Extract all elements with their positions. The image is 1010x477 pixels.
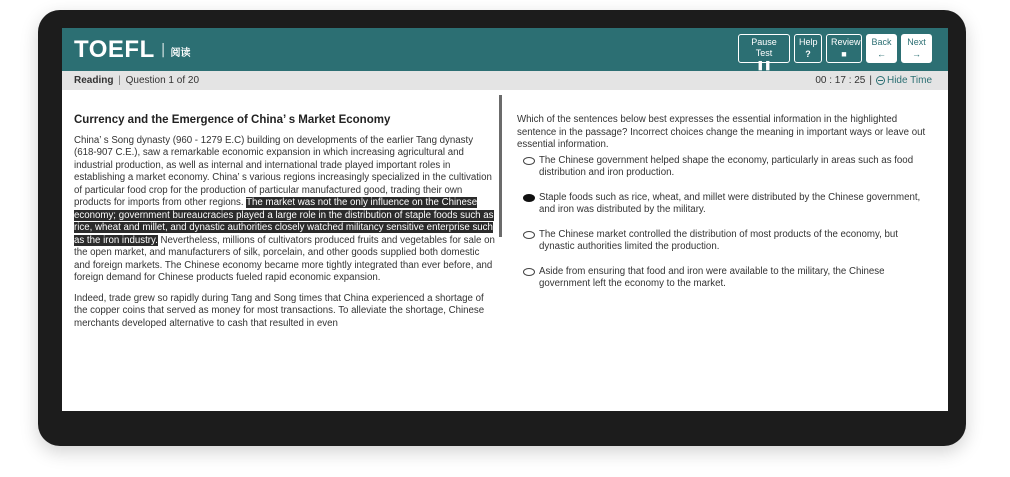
hide-time-icon [876, 76, 885, 85]
help-button[interactable] [794, 34, 822, 63]
radio-button[interactable] [523, 194, 535, 202]
radio-button[interactable] [523, 231, 535, 239]
radio-button[interactable] [523, 268, 535, 276]
answer-option-text: Aside from ensuring that food and iron were available to the military, the Chinese government left the economy to the market. [539, 265, 885, 289]
arrow-left-icon: ← [877, 49, 886, 59]
pause-icon: ❚❚ [756, 60, 772, 70]
info-separator: | [118, 75, 121, 86]
answer-option-4[interactable] [517, 266, 933, 291]
brand-title: TOEFL [74, 36, 155, 63]
pause-test-label: Pause Test [751, 37, 777, 58]
question-pane [517, 114, 933, 303]
status-bar [62, 71, 948, 90]
pause-test-button[interactable] [738, 34, 790, 70]
answer-option-text: The Chinese government helped shape the economy, particularly in areas such as food distribution and iron production. [539, 154, 914, 178]
pane-divider-scrollbar[interactable] [499, 95, 502, 237]
section-label: Reading [74, 75, 114, 86]
answer-option-1[interactable] [517, 155, 933, 180]
bookmark-icon: ■ [841, 49, 847, 59]
review-label: Review [831, 37, 861, 47]
timer-area [815, 75, 932, 86]
next-button[interactable] [901, 34, 932, 63]
help-icon: ? [805, 49, 811, 59]
section-name: 阅读 [170, 47, 191, 59]
hide-time-button[interactable] [876, 75, 932, 86]
back-label: Back [871, 37, 892, 47]
review-button[interactable] [826, 34, 862, 63]
logo [74, 36, 190, 64]
help-label: Help [799, 37, 818, 47]
back-button[interactable] [866, 34, 897, 63]
question-counter: Question 1 of 20 [125, 75, 200, 86]
passage-paragraph-1 [74, 135, 498, 285]
answer-option-2[interactable] [517, 192, 933, 217]
passage-title: Currency and the Emergence of China’ s Market Economy [74, 114, 391, 126]
answer-option-3[interactable] [517, 229, 933, 254]
logo-divider: | [160, 42, 166, 58]
header-bar [62, 28, 948, 71]
answer-option-text: The Chinese market controlled the distribution of most products of the economy, but dynastic authorities limited the production. [539, 228, 898, 252]
paragraph-1-text-after: Nevertheless, millions of cultivators produced fruits and vegetables for sale on the open market, and manufacturers of silk, porcelain, and other goods supplied both domestic and foreign markets. The Chinese economy became more tightly integrated than ever before, and foreign demand for Chinese products fueled rapid economic expansion. [74, 234, 495, 283]
answer-option-text: Staple foods such as rice, wheat, and millet were distributed by the Chinese government, and iron was distributed by the military. [539, 191, 921, 215]
passage-paragraph-2: Indeed, trade grew so rapidly during Tang and Song times that China experienced a shortage of the copper coins that served as money for most transactions. To alleviate the shortage, Chinese merchants developed alternative to cash that resulted in even [74, 292, 485, 329]
paragraph-1-text-before: China’ s Song dynasty (960 - 1279 E.C) building on developments of the earlier Tang dynasty (618-907 C.E.), saw a remarkable economic expansion in which increasing agricultural and industrial production, as well as internal and international trade played important roles in establishing a market economy. China’ s various regions increasingly specialized in the cultivation of particular food crop for the production of particular manufactured good, trading their own products for imports from other regions. [74, 134, 492, 208]
highlighted-sentence: The market was not the only influence on the Chinese economy; government bureaucracies played a large role in the distribution of staple foods such as rice, wheat and millet, and dynastic authorities closely watched militancy sensitive enterprise such as the iron industry. [74, 197, 494, 246]
arrow-right-icon: → [912, 49, 921, 59]
passage-pane [74, 114, 498, 338]
timer: 00 : 17 : 25 [815, 75, 866, 86]
question-stem: Which of the sentences below best expresses the essential information in the highlighted sentence in the passage? Incorrect choices change the meaning in important ways or leave out essential information. [517, 114, 926, 150]
hide-time-label: Hide Time [886, 75, 932, 86]
radio-button[interactable] [523, 157, 535, 165]
timer-separator: | [869, 75, 872, 86]
test-screen [62, 28, 948, 411]
toolbar [738, 34, 932, 70]
next-label: Next [907, 37, 926, 47]
question-info [74, 75, 199, 86]
